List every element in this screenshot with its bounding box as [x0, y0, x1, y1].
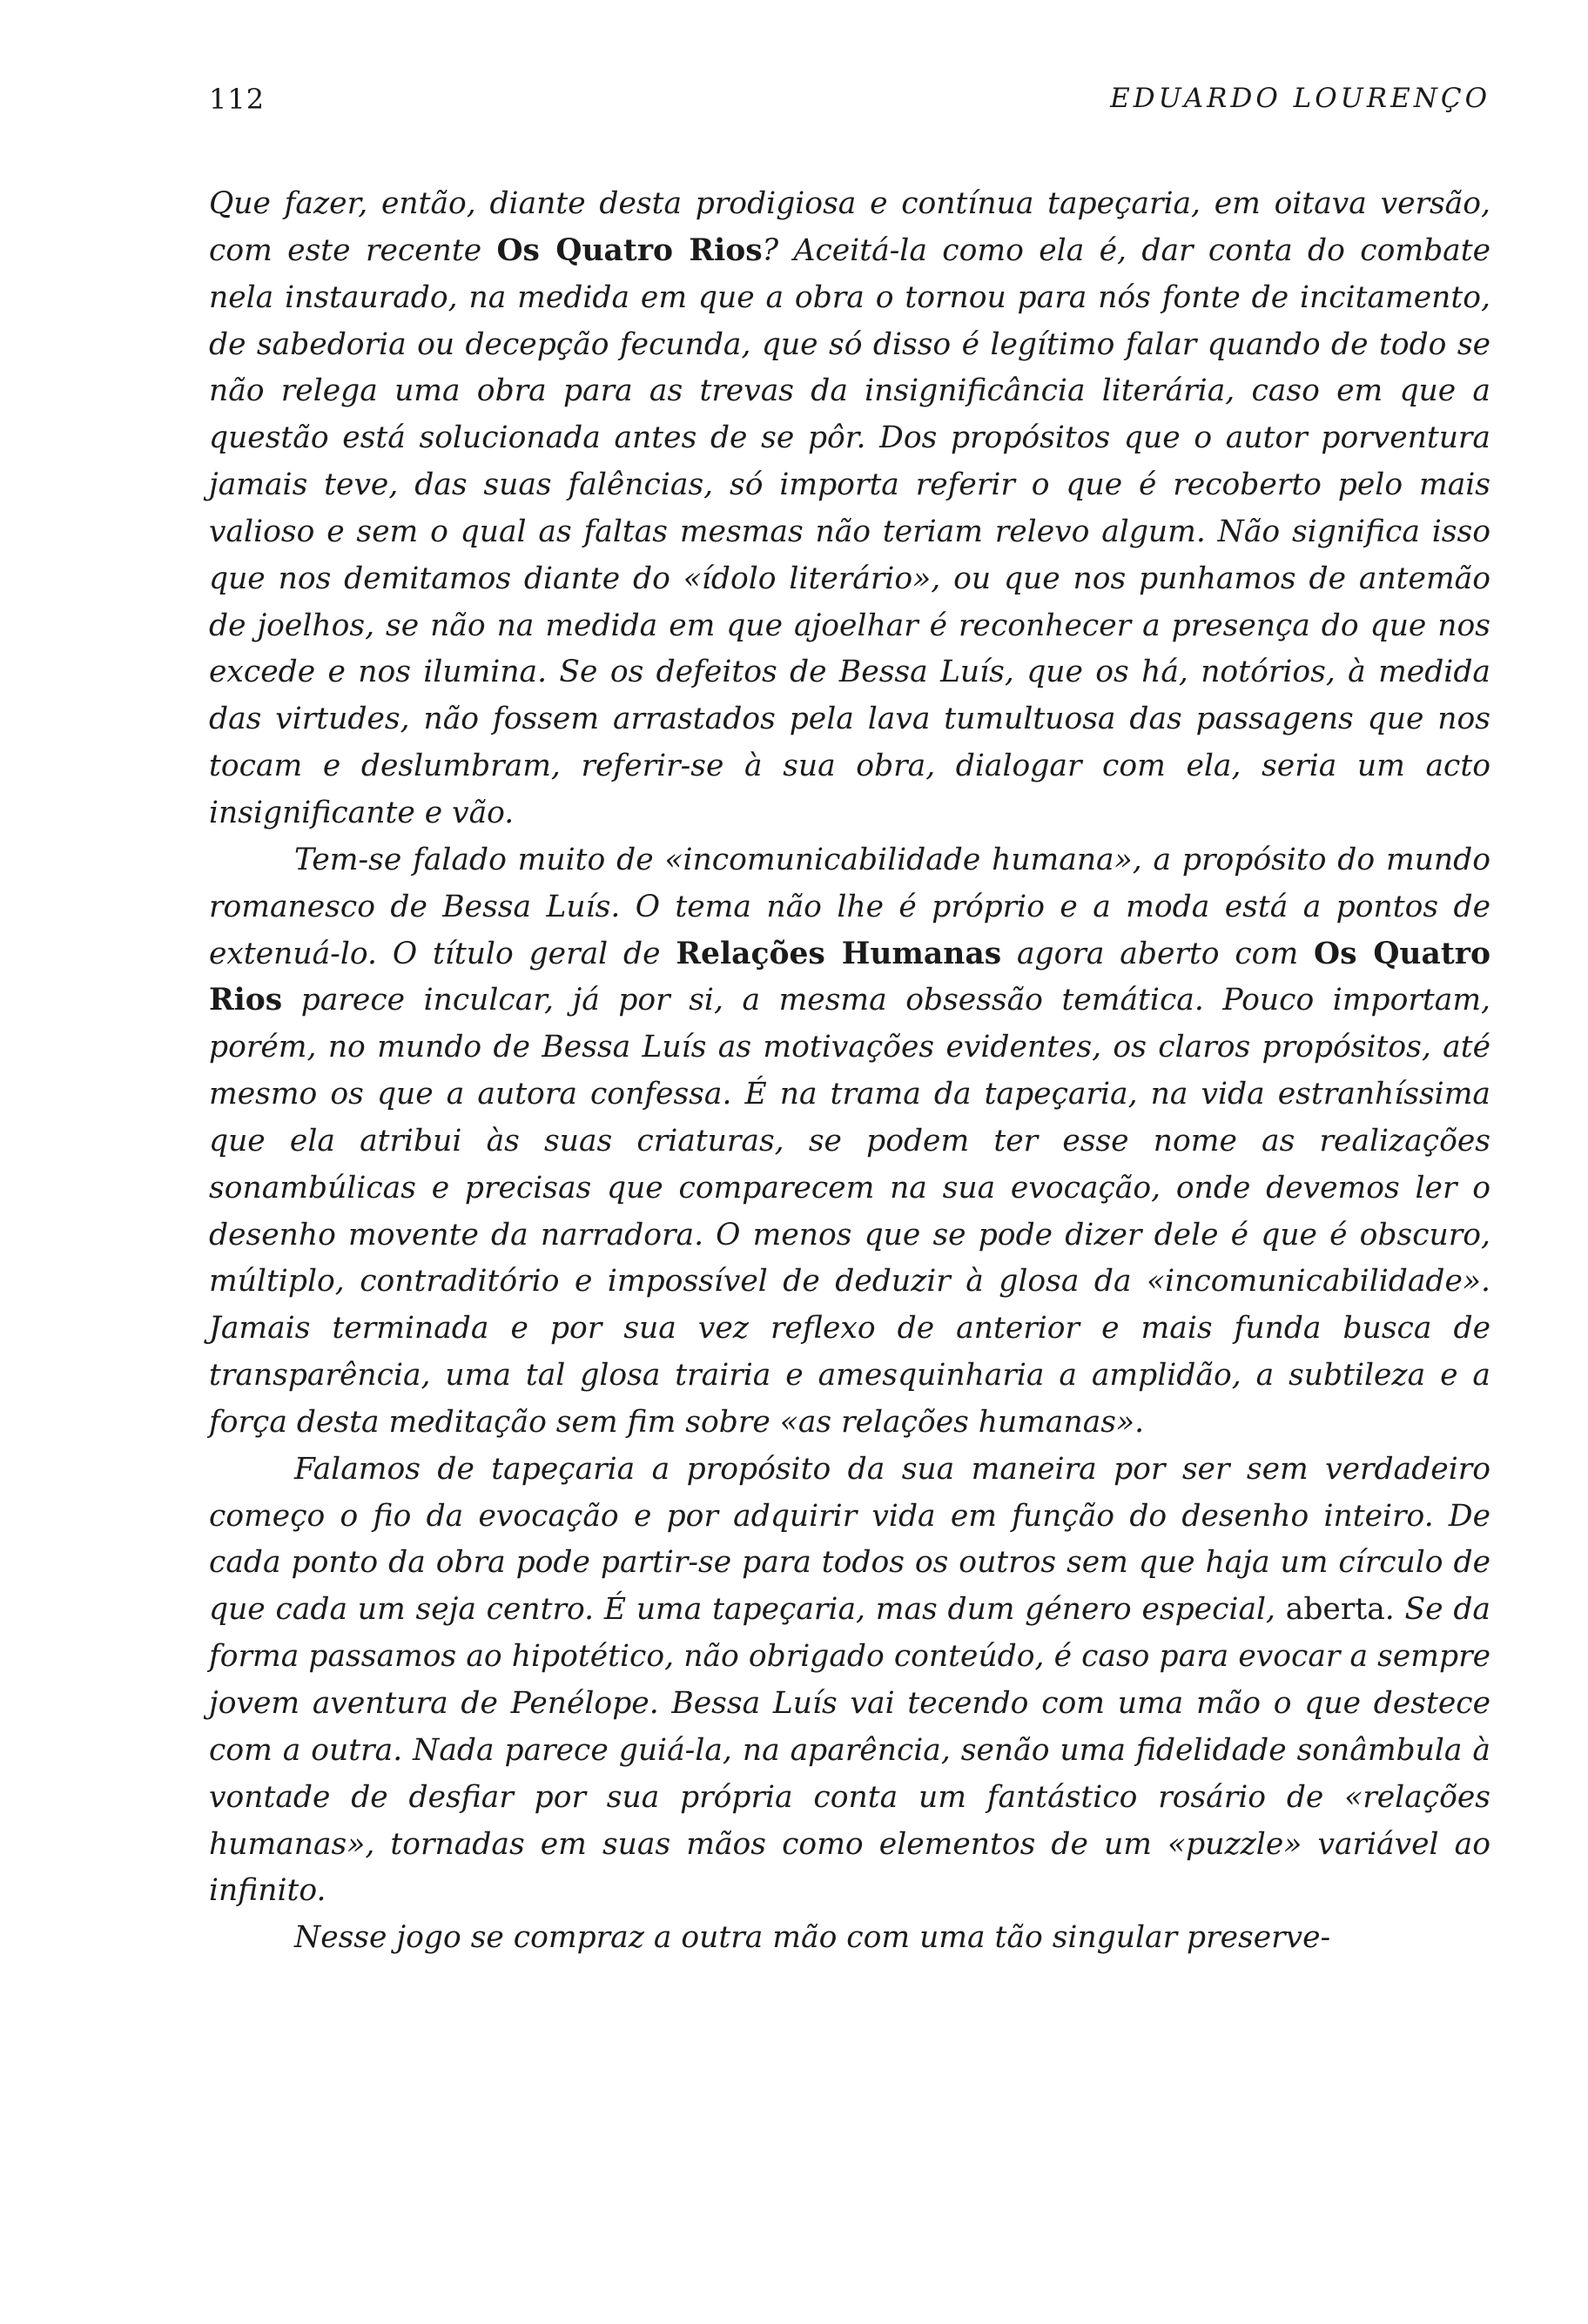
text-segment: agora aberto com — [1001, 936, 1315, 971]
paragraph-1 — [209, 181, 1490, 837]
paragraph-2 — [209, 837, 1490, 1447]
running-head — [209, 83, 1490, 126]
text-segment: parece inculcar, já por si, a mesma obsessão temática. Pouco importam, porém, no mundo de Bessa Luís as motivações evidentes, os claros propósitos, até mesmo os que a autora confessa. É na trama da tapeçaria, na vida estranhíssima que ela atribui às suas criaturas, se podem ter esse nome as realizações sonambúlicas e precisas que comparecem na sua evocação, onde devemos ler o desenho movente da narradora. O menos que se pode dizer dele é que é obscuro, múltiplo, contraditório e impossível de deduzir à glosa da «incomunicabilidade». Jamais terminada e por sua vez reflexo de anterior e mais funda busca de transparência, uma tal glosa trairia e amesquinharia a amplidão, a subtileza e a força desta meditação sem fim sobre «as relações humanas». — [209, 983, 1490, 1440]
text-body — [209, 181, 1490, 1962]
book-title-os-quatro-rios: Os Quatro Rios — [209, 936, 1490, 1018]
running-title: EDUARDO LOURENÇO — [1110, 83, 1490, 114]
upright-word-aberta: aberta — [1285, 1592, 1385, 1628]
text-segment: Tem-se falado muito de «incomunicabilidade humana», a propósito do mundo romanesco de Bessa Luís. O tema não lhe é próprio e a moda está a pontos de extenuá-lo. O título geral de — [209, 842, 1490, 971]
text-segment: . Se da forma passamos ao hipotético, não obrigado conteúdo, é caso para evocar a sempre jovem aventura de Penélope. Bessa Luís vai tecendo com uma mão o que destece com a outra. Nada parece guiá-la, na aparência, senão uma fidelidade sonâmbula à vontade de desfiar por sua própria conta um fantástico rosário de «relações humanas», tornadas em suas mãos como elementos de um «puzzle» variável ao infinito. — [209, 1592, 1490, 1909]
page-number: 112 — [209, 83, 266, 116]
book-title-relacoes-humanas: Relações Humanas — [676, 936, 1002, 971]
text-segment: Falamos de tapeçaria a propósito da sua maneira por ser sem verdadeiro começo o fio da evocação e por adquirir vida em função do desenho inteiro. De cada ponto da obra pode partir-se para todos os outros sem que haja um círculo de que cada um seja centro. É uma tapeçaria, mas dum género especial, — [209, 1451, 1490, 1628]
book-title-os-quatro-rios: Os Quatro Rios — [496, 232, 763, 268]
paragraph-4 — [209, 1915, 1490, 1962]
text-segment: Que fazer, então, diante desta prodigiosa e contínua tapeçaria, em oitava versão, com este recente — [209, 186, 1490, 268]
text-segment: Nesse jogo se compraz a outra mão com uma tão singular preserve- — [294, 1920, 1331, 1956]
text-segment: ? Aceitá-la como ela é, dar conta do combate nela instaurado, na medida em que a obra o tornou para nós fonte de incitamento, de sabedoria ou decepção fecunda, que só disso é legítimo falar quando de todo se não relega uma obra para as trevas da insignificância literária, caso em que a questão está solucionada antes de se pôr. Dos propósitos que o autor porventura jamais teve, das suas falências, só importa referir o que é recoberto pelo mais valioso e sem o qual as faltas mesmas não teriam relevo algum. Não significa isso que nos demitamos diante do «ídolo literário», ou que nos punhamos de antemão de joelhos, se não na medida em que ajoelhar é reconhecer a presença do que nos excede e nos ilumina. Se os defeitos de Bessa Luís, que os há, notórios, à medida das virtudes, não fossem arrastados pela lava tumultuosa das passagens que nos tocam e deslumbram, referir-se à sua obra, dialogar com ela, seria um acto insignificante e vão. — [209, 232, 1491, 830]
paragraph-3 — [209, 1447, 1490, 1915]
